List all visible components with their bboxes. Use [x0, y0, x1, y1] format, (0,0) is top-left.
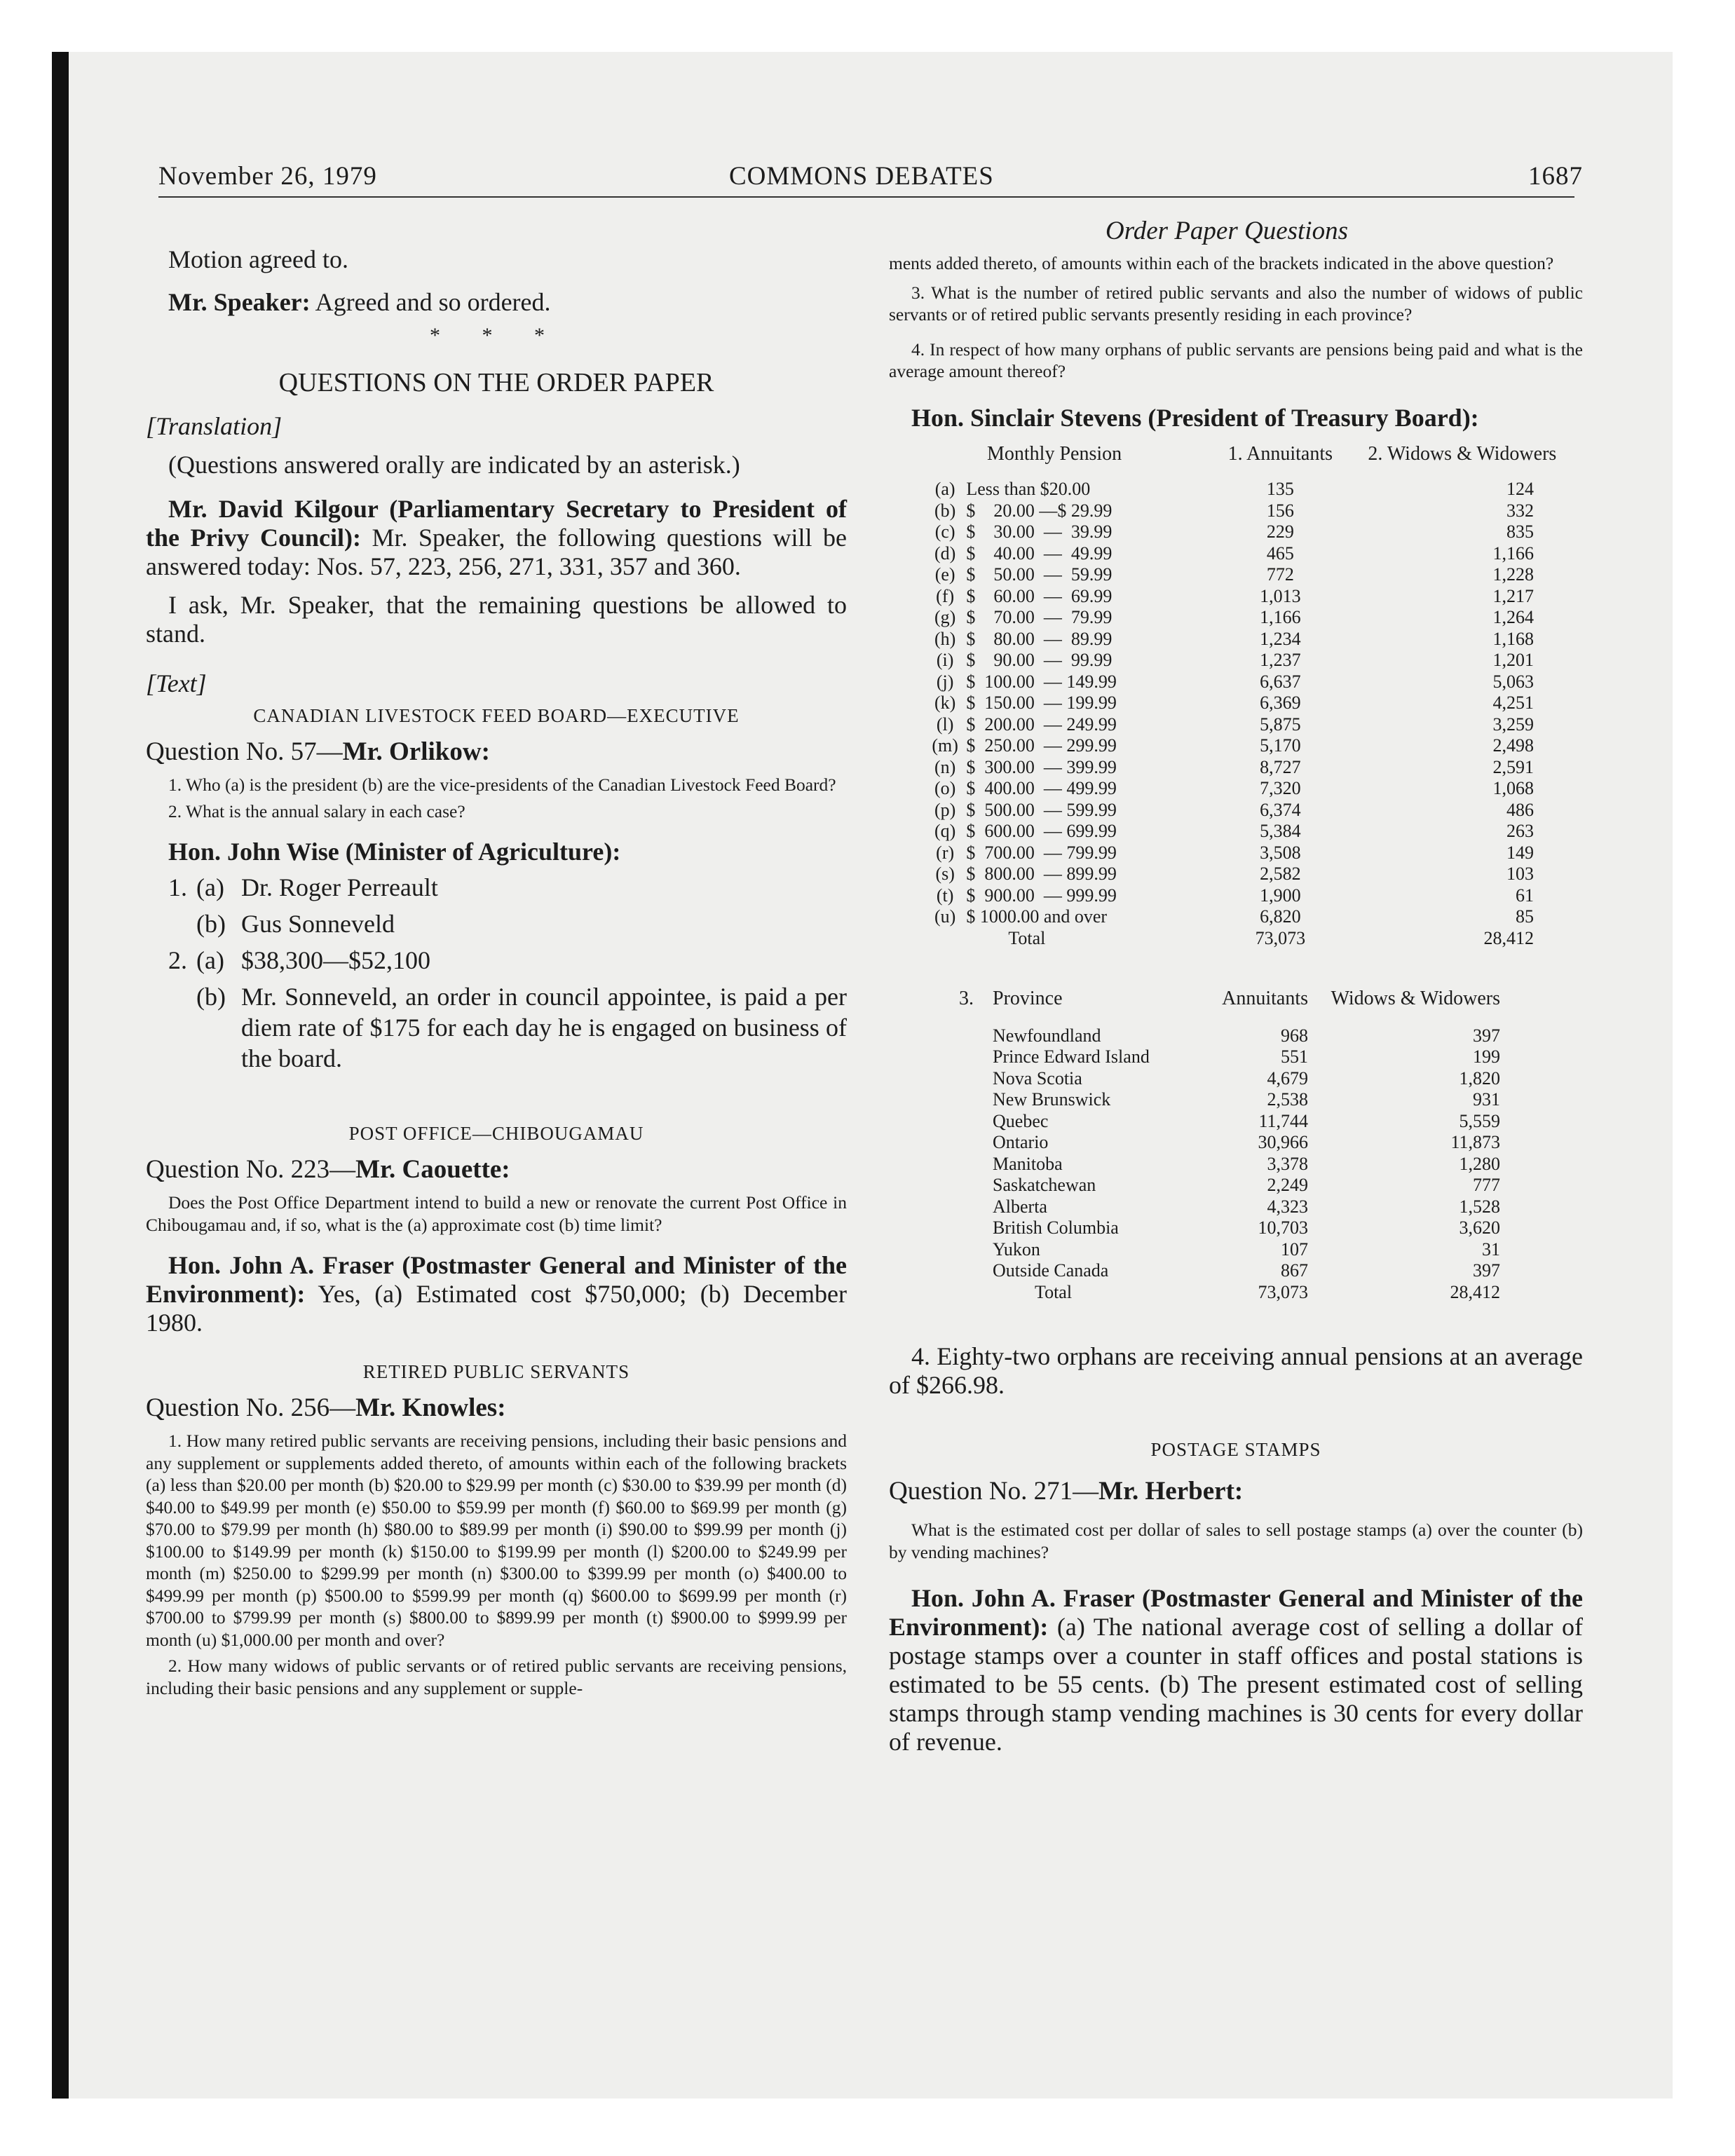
- q57-answers: [146, 872, 847, 1074]
- bracket-letter: (j): [936, 671, 954, 692]
- kilgour-name: Mr. David Kilgour (Parliamentary Secretary to President of the Privy Council):: [146, 495, 847, 552]
- province-total-widows: 28,412: [1450, 1281, 1500, 1302]
- scan-edge: [52, 52, 69, 2099]
- q256-item-4: 4. In respect of how many orphans of public servants are pensions being paid and what is the average amount thereof?: [889, 339, 1583, 381]
- bracket-letter: (m): [932, 735, 958, 756]
- province-widows: 199: [1473, 1046, 1500, 1067]
- q57-item-1: 1. Who (a) is the president (b) are the vice-presidents of the Canadian Livestock Feed Board?: [168, 775, 836, 795]
- q57-answer-1b: (b) Gus Sonneveld: [196, 910, 395, 938]
- pension-row: [924, 586, 1583, 608]
- bracket-letter: (l): [936, 714, 954, 735]
- bracket-letter: (q): [934, 821, 956, 841]
- pension-row: [924, 521, 1583, 543]
- q57-heading: [146, 737, 847, 767]
- widows-count: 486: [1506, 799, 1534, 820]
- province-table-header: 3. Province Annuitants Widows & Widowers: [959, 988, 1500, 1009]
- province-annuitants: 3,378: [1267, 1153, 1308, 1174]
- province-row: [959, 1217, 1500, 1239]
- pension-total-row: [924, 928, 1583, 950]
- annuitants-count: 5,875: [1260, 714, 1301, 735]
- annuitants-count: 229: [1266, 521, 1294, 542]
- annuitants-count: 1,166: [1260, 607, 1301, 627]
- province-table-body: [959, 988, 1500, 1303]
- section-title: QUESTIONS ON THE ORDER PAPER: [278, 368, 714, 397]
- pension-range: $ 250.00 — 299.99: [966, 735, 1117, 756]
- bracket-letter: (g): [934, 607, 956, 627]
- pension-range: $ 200.00 — 249.99: [966, 714, 1117, 735]
- pension-range: $ 300.00 — 399.99: [966, 756, 1117, 777]
- q256-title: RETIRED PUBLIC SERVANTS: [362, 1361, 630, 1382]
- province-widows: 931: [1473, 1089, 1500, 1110]
- province-row-spacer: [959, 1154, 993, 1175]
- widows-count: 2,591: [1492, 756, 1534, 777]
- pension-row: [924, 778, 1583, 800]
- pension-range: $ 900.00 — 999.99: [966, 885, 1117, 906]
- province-row-spacer: [959, 1089, 993, 1111]
- pension-table-body: [924, 444, 1583, 950]
- province-widows: 5,559: [1459, 1110, 1500, 1131]
- text-label: [Text]: [146, 669, 207, 697]
- bracket-letter: (t): [936, 885, 954, 906]
- province-widows: 11,873: [1450, 1132, 1500, 1152]
- pension-range: $ 40.00 — 49.99: [966, 543, 1113, 564]
- q223-answer: Yes, (a) Estimated cost $750,000; (b) December 1980.: [146, 1280, 847, 1337]
- orphans-answer: 4. Eighty-two orphans are receiving annual pensions at an average of $266.98.: [889, 1342, 1583, 1399]
- province-name: Prince Edward Island: [993, 1046, 1150, 1067]
- pension-row: [924, 543, 1583, 565]
- q223-heading: [146, 1154, 847, 1185]
- pension-range: $ 60.00 — 69.99: [966, 585, 1113, 606]
- kilgour-text: Mr. Speaker, the following questions will be answered today: Nos. 57, 223, 256, 271, 331, 357 and 360.: [146, 524, 847, 580]
- bracket-letter: (d): [934, 543, 956, 564]
- pension-total-annuitants: 73,073: [1255, 927, 1306, 948]
- q57-answer-1a: 1. (a) Dr. Roger Perreault: [168, 873, 438, 901]
- province-widows: 3,620: [1459, 1217, 1500, 1238]
- province-annuitants: 551: [1281, 1046, 1308, 1067]
- province-annuitants: 968: [1281, 1025, 1308, 1046]
- pension-range: $ 700.00 — 799.99: [966, 842, 1117, 863]
- q57-asker: Mr. Orlikow:: [342, 737, 490, 766]
- widows-count: 149: [1506, 842, 1534, 863]
- q271-heading: [889, 1476, 1583, 1506]
- annuitants-count: 3,508: [1260, 842, 1301, 863]
- q223-answer-paragraph: [146, 1251, 847, 1337]
- asterisk-note: (Questions answered orally are indicated by an asterisk.): [168, 451, 740, 479]
- province-widows: 397: [1473, 1025, 1500, 1046]
- bracket-letter: (c): [934, 521, 955, 542]
- widows-count: 1,228: [1492, 564, 1534, 585]
- bracket-letter: (n): [934, 756, 956, 777]
- pension-range: $ 90.00 — 99.99: [966, 650, 1113, 670]
- province-annuitants: 2,249: [1267, 1175, 1308, 1195]
- province-row-spacer: [959, 1046, 993, 1068]
- province-name: New Brunswick: [993, 1089, 1111, 1110]
- bracket-letter: (e): [934, 564, 955, 585]
- speaker-paragraph: [146, 288, 847, 317]
- pension-total-blank: [924, 928, 966, 950]
- province-table: [959, 988, 1500, 1303]
- province-name: Manitoba: [993, 1153, 1063, 1174]
- widows-count: 1,217: [1492, 585, 1534, 606]
- widows-count: 5,063: [1492, 671, 1534, 692]
- annuitants-count: 8,727: [1260, 756, 1301, 777]
- annuitants-count: 6,374: [1260, 799, 1301, 820]
- widows-count: 4,251: [1492, 692, 1534, 713]
- header-page-number: 1687: [1528, 162, 1583, 191]
- widows-count: 1,168: [1492, 628, 1534, 649]
- pension-row: [924, 479, 1583, 500]
- header-publication: COMMONS DEBATES: [729, 162, 994, 191]
- widows-count: 2,498: [1492, 735, 1534, 756]
- bracket-letter: (i): [936, 650, 954, 670]
- q256-item-1: 1. How many retired public servants are receiving pensions, including their basic pensions and any supplement or supplements added thereto, of amounts within each of the following brackets (a) less than $20.00 per month (b) $20.00 to $29.99 per month (c) $30.00 to $39.99 per month (d) $40.00 to $49.99 per month (e) $50.00 to $59.99 per month (f) $60.00 to $69.99 per month (g) $70.00 to $79.99 per month (h) $80.00 to $89.99 per month (i) $90.00 to $99.99 per month (j) $100.00 to $149.99 per month (k) $150.00 to $199.99 per month (l) $200.00 to $249.99 per month (m) $250.00 to $299.99 per month (n) $300.00 to $399.99 per month (o) $400.00 to $499.99 per month (p) $500.00 to $599.99 per month (q) $600.00 to $699.99 per month (r) $700.00 to $799.99 per month (s) $800.00 to $899.99 per month (t) $900.00 to $999.99 per month (u) $1,000.00 per month and over?: [146, 1431, 847, 1650]
- annuitants-count: 7,320: [1260, 778, 1301, 798]
- pension-row: [924, 735, 1583, 757]
- bracket-letter: (u): [934, 906, 956, 927]
- pension-range: $ 400.00 — 499.99: [966, 778, 1117, 798]
- province-row-spacer: [959, 1217, 993, 1239]
- province-total-label: Total: [1035, 1281, 1073, 1302]
- kilgour-paragraph-2: I ask, Mr. Speaker, that the remaining questions be allowed to stand.: [146, 591, 847, 648]
- pension-row: [924, 671, 1583, 693]
- province-annuitants: 4,679: [1267, 1067, 1308, 1089]
- province-widows: 397: [1473, 1260, 1500, 1281]
- pension-row: [924, 757, 1583, 779]
- pension-table: [924, 444, 1583, 950]
- province-row-spacer: [959, 1175, 993, 1196]
- q223-answerer: Hon. John A. Fraser (Postmaster General and Minister of the Environment):: [146, 1251, 847, 1308]
- widows-count: 85: [1516, 906, 1534, 927]
- widows-count: 3,259: [1492, 714, 1534, 735]
- pension-table-header: Monthly Pension 1. Annuitants 2. Widows & Widowers: [987, 442, 1557, 465]
- pension-range: $ 30.00 — 39.99: [966, 521, 1113, 542]
- q256-item-2: 2. How many widows of public servants or of retired public servants are receiving pensions, including their basic pensions and any supplement or supple-: [146, 1656, 847, 1698]
- province-widows: 1,280: [1459, 1153, 1500, 1174]
- bracket-letter: (r): [936, 842, 955, 863]
- pension-range: $ 80.00 — 89.99: [966, 628, 1113, 649]
- province-name: Alberta: [993, 1196, 1047, 1217]
- province-annuitants: 107: [1281, 1239, 1308, 1260]
- stevens-answerer: Hon. Sinclair Stevens (President of Treasury Board):: [911, 403, 1479, 432]
- province-widows: 31: [1482, 1239, 1500, 1260]
- province-widows: 1,528: [1459, 1196, 1500, 1217]
- pension-range: $ 800.00 — 899.99: [966, 864, 1117, 884]
- annuitants-count: 135: [1266, 479, 1294, 499]
- pension-range: Less than $20.00: [966, 479, 1091, 499]
- q223-asker: Mr. Caouette:: [355, 1155, 510, 1184]
- speaker-name: Mr. Speaker:: [168, 288, 311, 316]
- q57-answer-2a: 2. (a) $38,300—$52,100: [168, 946, 430, 974]
- q223-text: Does the Post Office Department intend to build a new or renovate the current Post Office in Chibougamau and, if so, what is the (a) approximate cost (b) time limit?: [146, 1192, 847, 1235]
- province-name: Quebec: [993, 1110, 1049, 1131]
- province-widows: 1,820: [1459, 1067, 1500, 1089]
- q256-item-3: 3. What is the number of retired public servants and also the number of widows of public servants or of retired public servants presently residing in each province?: [889, 282, 1583, 325]
- province-row: [959, 1068, 1500, 1090]
- annuitants-count: 5,170: [1260, 735, 1301, 756]
- province-total-annuitants: 73,073: [1258, 1281, 1308, 1302]
- province-name: Yukon: [993, 1239, 1040, 1260]
- widows-count: 332: [1506, 500, 1534, 521]
- province-row: [959, 1175, 1500, 1196]
- left-column: [146, 245, 847, 1699]
- province-row: [959, 1132, 1500, 1154]
- pension-total-label: Total: [1008, 927, 1046, 948]
- bracket-letter: (s): [935, 864, 955, 884]
- province-total-row: [959, 1282, 1500, 1304]
- motion-text: Motion agreed to.: [168, 245, 348, 273]
- bracket-letter: (b): [934, 500, 956, 521]
- q57-answerer: Hon. John Wise (Minister of Agriculture):: [168, 838, 621, 866]
- pension-range: $ 100.00 — 149.99: [966, 671, 1117, 692]
- annuitants-count: 465: [1266, 543, 1294, 564]
- annuitants-count: 6,820: [1260, 906, 1301, 927]
- q57-title: CANADIAN LIVESTOCK FEED BOARD—EXECUTIVE: [253, 705, 740, 726]
- widows-count: 124: [1506, 479, 1534, 499]
- annuitants-count: 1,234: [1260, 628, 1301, 649]
- annuitants-count: 772: [1266, 564, 1294, 585]
- pension-range: $ 20.00 —$ 29.99: [966, 500, 1113, 521]
- section-header: Order Paper Questions: [1105, 217, 1348, 245]
- q271-answerer: Hon. John A. Fraser (Postmaster General and Minister of the Environment):: [889, 1584, 1583, 1641]
- province-annuitants: 30,966: [1258, 1132, 1308, 1152]
- province-row: [959, 1046, 1500, 1068]
- province-annuitants: 2,538: [1267, 1089, 1308, 1110]
- pension-row: [924, 500, 1583, 522]
- pension-row: [924, 692, 1583, 714]
- q223-title: POST OFFICE—CHIBOUGAMAU: [348, 1123, 644, 1144]
- pension-row: [924, 564, 1583, 586]
- widows-count: 1,201: [1492, 650, 1534, 670]
- province-row: [959, 1111, 1500, 1133]
- bracket-letter: (p): [934, 799, 956, 820]
- pension-range: $ 500.00 — 599.99: [966, 799, 1117, 820]
- section-separator: * * *: [430, 324, 563, 347]
- annuitants-count: 6,637: [1260, 671, 1301, 692]
- widows-count: 263: [1506, 821, 1534, 841]
- province-row-spacer: [959, 1132, 993, 1154]
- pension-range: $ 150.00 — 199.99: [966, 692, 1117, 713]
- province-name: Nova Scotia: [993, 1067, 1082, 1089]
- q223-number: Question No. 223—: [146, 1155, 356, 1184]
- province-annuitants: 11,744: [1258, 1110, 1308, 1131]
- q256-number: Question No. 256—: [146, 1393, 356, 1422]
- province-row-spacer: [959, 1196, 993, 1218]
- bracket-letter: (f): [936, 585, 955, 606]
- widows-count: 1,068: [1492, 778, 1534, 798]
- q271-answer: (a) The national average cost of selling a dollar of postage stamps over a counter in staff offices and postal stations is estimated to be 55 cents. (b) The present estimated cost of selling stamps through stamp vending machines is 30 cents for every dollar of revenue.: [889, 1613, 1583, 1756]
- pension-row: [924, 800, 1583, 821]
- pension-row: [924, 607, 1583, 629]
- pension-row: [924, 906, 1583, 928]
- province-total-spacer: [959, 1282, 993, 1304]
- widows-count: 835: [1506, 521, 1534, 542]
- province-row-spacer: [959, 1260, 993, 1282]
- province-widows: 777: [1473, 1175, 1500, 1195]
- province-row: [959, 1154, 1500, 1175]
- q271-title: POSTAGE STAMPS: [1150, 1439, 1321, 1460]
- annuitants-count: 6,369: [1260, 692, 1301, 713]
- province-name: Saskatchewan: [993, 1175, 1096, 1195]
- pension-row: [924, 629, 1583, 650]
- province-row: [959, 1025, 1500, 1047]
- annuitants-count: 156: [1266, 500, 1294, 521]
- bracket-letter: (a): [934, 479, 955, 499]
- pension-row: [924, 842, 1583, 864]
- pension-range: $ 600.00 — 699.99: [966, 821, 1117, 841]
- bracket-letter: (k): [934, 692, 956, 713]
- province-row: [959, 1239, 1500, 1261]
- speaker-text: Agreed and so ordered.: [310, 288, 551, 316]
- pension-row: [924, 821, 1583, 842]
- pension-range: $ 1000.00 and over: [966, 906, 1108, 927]
- province-name: British Columbia: [993, 1217, 1119, 1238]
- province-name: Outside Canada: [993, 1260, 1109, 1281]
- q271-asker: Mr. Herbert:: [1098, 1477, 1244, 1506]
- q256-heading: [146, 1393, 847, 1423]
- province-row-spacer: [959, 1068, 993, 1090]
- annuitants-count: 5,384: [1260, 821, 1301, 841]
- translation-label: [Translation]: [146, 412, 283, 440]
- q271-answer-paragraph: [889, 1584, 1583, 1756]
- q271-text: What is the estimated cost per dollar of sales to sell postage stamps (a) over the counter (b) by vending machines?: [889, 1520, 1583, 1562]
- widows-count: 103: [1506, 864, 1534, 884]
- province-row: [959, 1260, 1500, 1282]
- pension-row: [924, 714, 1583, 736]
- widows-count: 1,166: [1492, 543, 1534, 564]
- province-name: Newfoundland: [993, 1025, 1101, 1046]
- province-annuitants: 10,703: [1258, 1217, 1308, 1238]
- q256-asker: Mr. Knowles:: [355, 1393, 506, 1422]
- province-name: Ontario: [993, 1132, 1049, 1152]
- annuitants-count: 1,237: [1260, 650, 1301, 670]
- widows-count: 61: [1516, 885, 1534, 906]
- annuitants-count: 1,900: [1260, 885, 1301, 906]
- province-row-spacer: [959, 1239, 993, 1261]
- q271-number: Question No. 271—: [889, 1477, 1099, 1506]
- annuitants-count: 1,013: [1260, 585, 1301, 606]
- pension-row: [924, 885, 1583, 907]
- q57-number: Question No. 57—: [146, 737, 343, 766]
- bracket-letter: (o): [934, 778, 956, 798]
- widows-count: 1,264: [1492, 607, 1534, 627]
- pension-total-widows: 28,412: [1483, 927, 1534, 948]
- bracket-letter: (h): [934, 628, 956, 649]
- pension-range: $ 50.00 — 59.99: [966, 564, 1113, 585]
- province-row-spacer: [959, 1025, 993, 1047]
- q57-answer-2b: (b) Mr. Sonneveld, an order in council appointee, is paid a per diem rate of $175 for each day he is engaged on business of the board.: [196, 983, 847, 1072]
- province-row: [959, 1089, 1500, 1111]
- province-row: [959, 1196, 1500, 1218]
- header-date: November 26, 1979: [158, 162, 377, 191]
- q57-item-2: 2. What is the annual salary in each case?: [168, 800, 465, 821]
- annuitants-count: 2,582: [1260, 864, 1301, 884]
- q256-continuation: ments added thereto, of amounts within each of the brackets indicated in the above question?: [889, 253, 1554, 273]
- province-annuitants: 867: [1281, 1260, 1308, 1281]
- right-column: [889, 252, 1583, 1756]
- pension-range: $ 70.00 — 79.99: [966, 607, 1113, 627]
- province-annuitants: 4,323: [1267, 1196, 1308, 1217]
- header-rule: [158, 196, 1574, 198]
- kilgour-paragraph: [146, 495, 847, 581]
- pension-row: [924, 650, 1583, 671]
- province-row-spacer: [959, 1111, 993, 1133]
- pension-row: [924, 864, 1583, 885]
